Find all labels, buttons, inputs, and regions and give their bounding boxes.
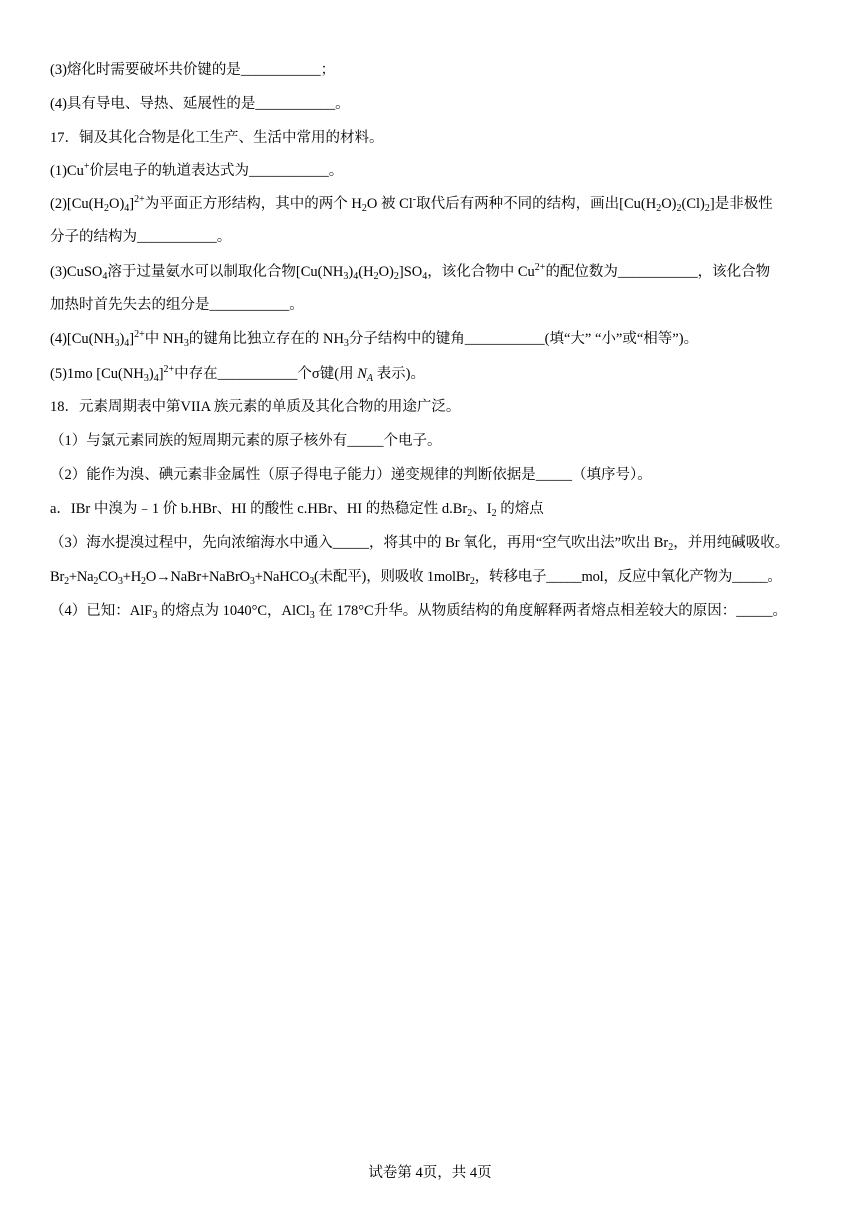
q16-part3: (3)熔化时需要破坏共价键的是___________； <box>50 62 336 78</box>
q18-title: 18．元素周期表中第VIIA 族元素的单质及其化合物的用途广泛。 <box>50 399 461 415</box>
q18-part4: （4）已知：AlF$_3$ 的熔点为 1040°C，AlCl$_3$ 在 178°C升华。从物质结构的角度解释两者熔点相差较大的原因：_____。 <box>50 603 787 621</box>
q17-part4: $(4)[Cu(NH_3)_4]^{2+}$中 $NH_3$的键角比独立存在的 $NH_3$分子结构中的键角___________(填“大” “小”或“相等”)。 <box>50 329 699 349</box>
q17-part3-line2: 加热时首先失去的组分是___________。 <box>50 297 304 313</box>
q17-part2: $(2)[Cu(H_2O)_4]^{2+}$为平面正方形结构，其中的两个 $H_2O$ 被 Cl-取代后有两种不同的结构，画出$[Cu(H_2O)_2(Cl)_2]$是非极性 <box>50 194 773 214</box>
q16-part4: (4)具有导电、导热、延展性的是___________。 <box>50 96 350 112</box>
q17-part2-line2: 分子的结构为___________。 <box>50 229 232 245</box>
q18-part2: （2）能作为溴、碘元素非金属性（原子得电子能力）递变规律的判断依据是_____（填序号）。 <box>50 467 652 483</box>
q18-part3: （3）海水提溴过程中，先向浓缩海水中通入_____，将其中的 Br 氧化，再用“空气吹出法”吹出 $Br_2$，并用纯碱吸收。 <box>50 535 790 553</box>
q17-part5: (5)1mo $[Cu(NH_3)_4]^{2+}$中存在___________个σ键(用 $N_A$ 表示)。 <box>50 364 425 384</box>
q17-part3: (3)CuSO$_4$溶于过量氨水可以制取化合物$[Cu(NH_3)_4(H_2O)_2]SO_4$，该化合物中 $Cu^{2+}$的配位数为___________，该化合物 <box>50 262 771 282</box>
q17-title: 17．铜及其化合物是化工生产、生活中常用的材料。 <box>50 130 384 146</box>
q18-part1: （1）与氯元素同族的短周期元素的原子核外有_____个电子。 <box>50 433 442 449</box>
q18-options: a．IBr 中溴为﹣1 价 b.HBr、HI 的酸性 c.HBr、HI 的热稳定性 $d.Br_2$、$I_2$ 的熔点 <box>50 501 544 519</box>
page-footer: 试卷第 4页，共 4页 <box>368 1165 492 1181</box>
q18-equation-line: $Br_2+Na_2CO_3+H_2O\to NaBr+NaBrO_3+NaHCO_3$(未配平)，则吸收 1molBr$_2$，转移电子_____mol，反应中氧化产物为_____。 <box>50 569 782 587</box>
q17-part1: (1)Cu+价层电子的轨道表达式为___________。 <box>50 161 344 179</box>
